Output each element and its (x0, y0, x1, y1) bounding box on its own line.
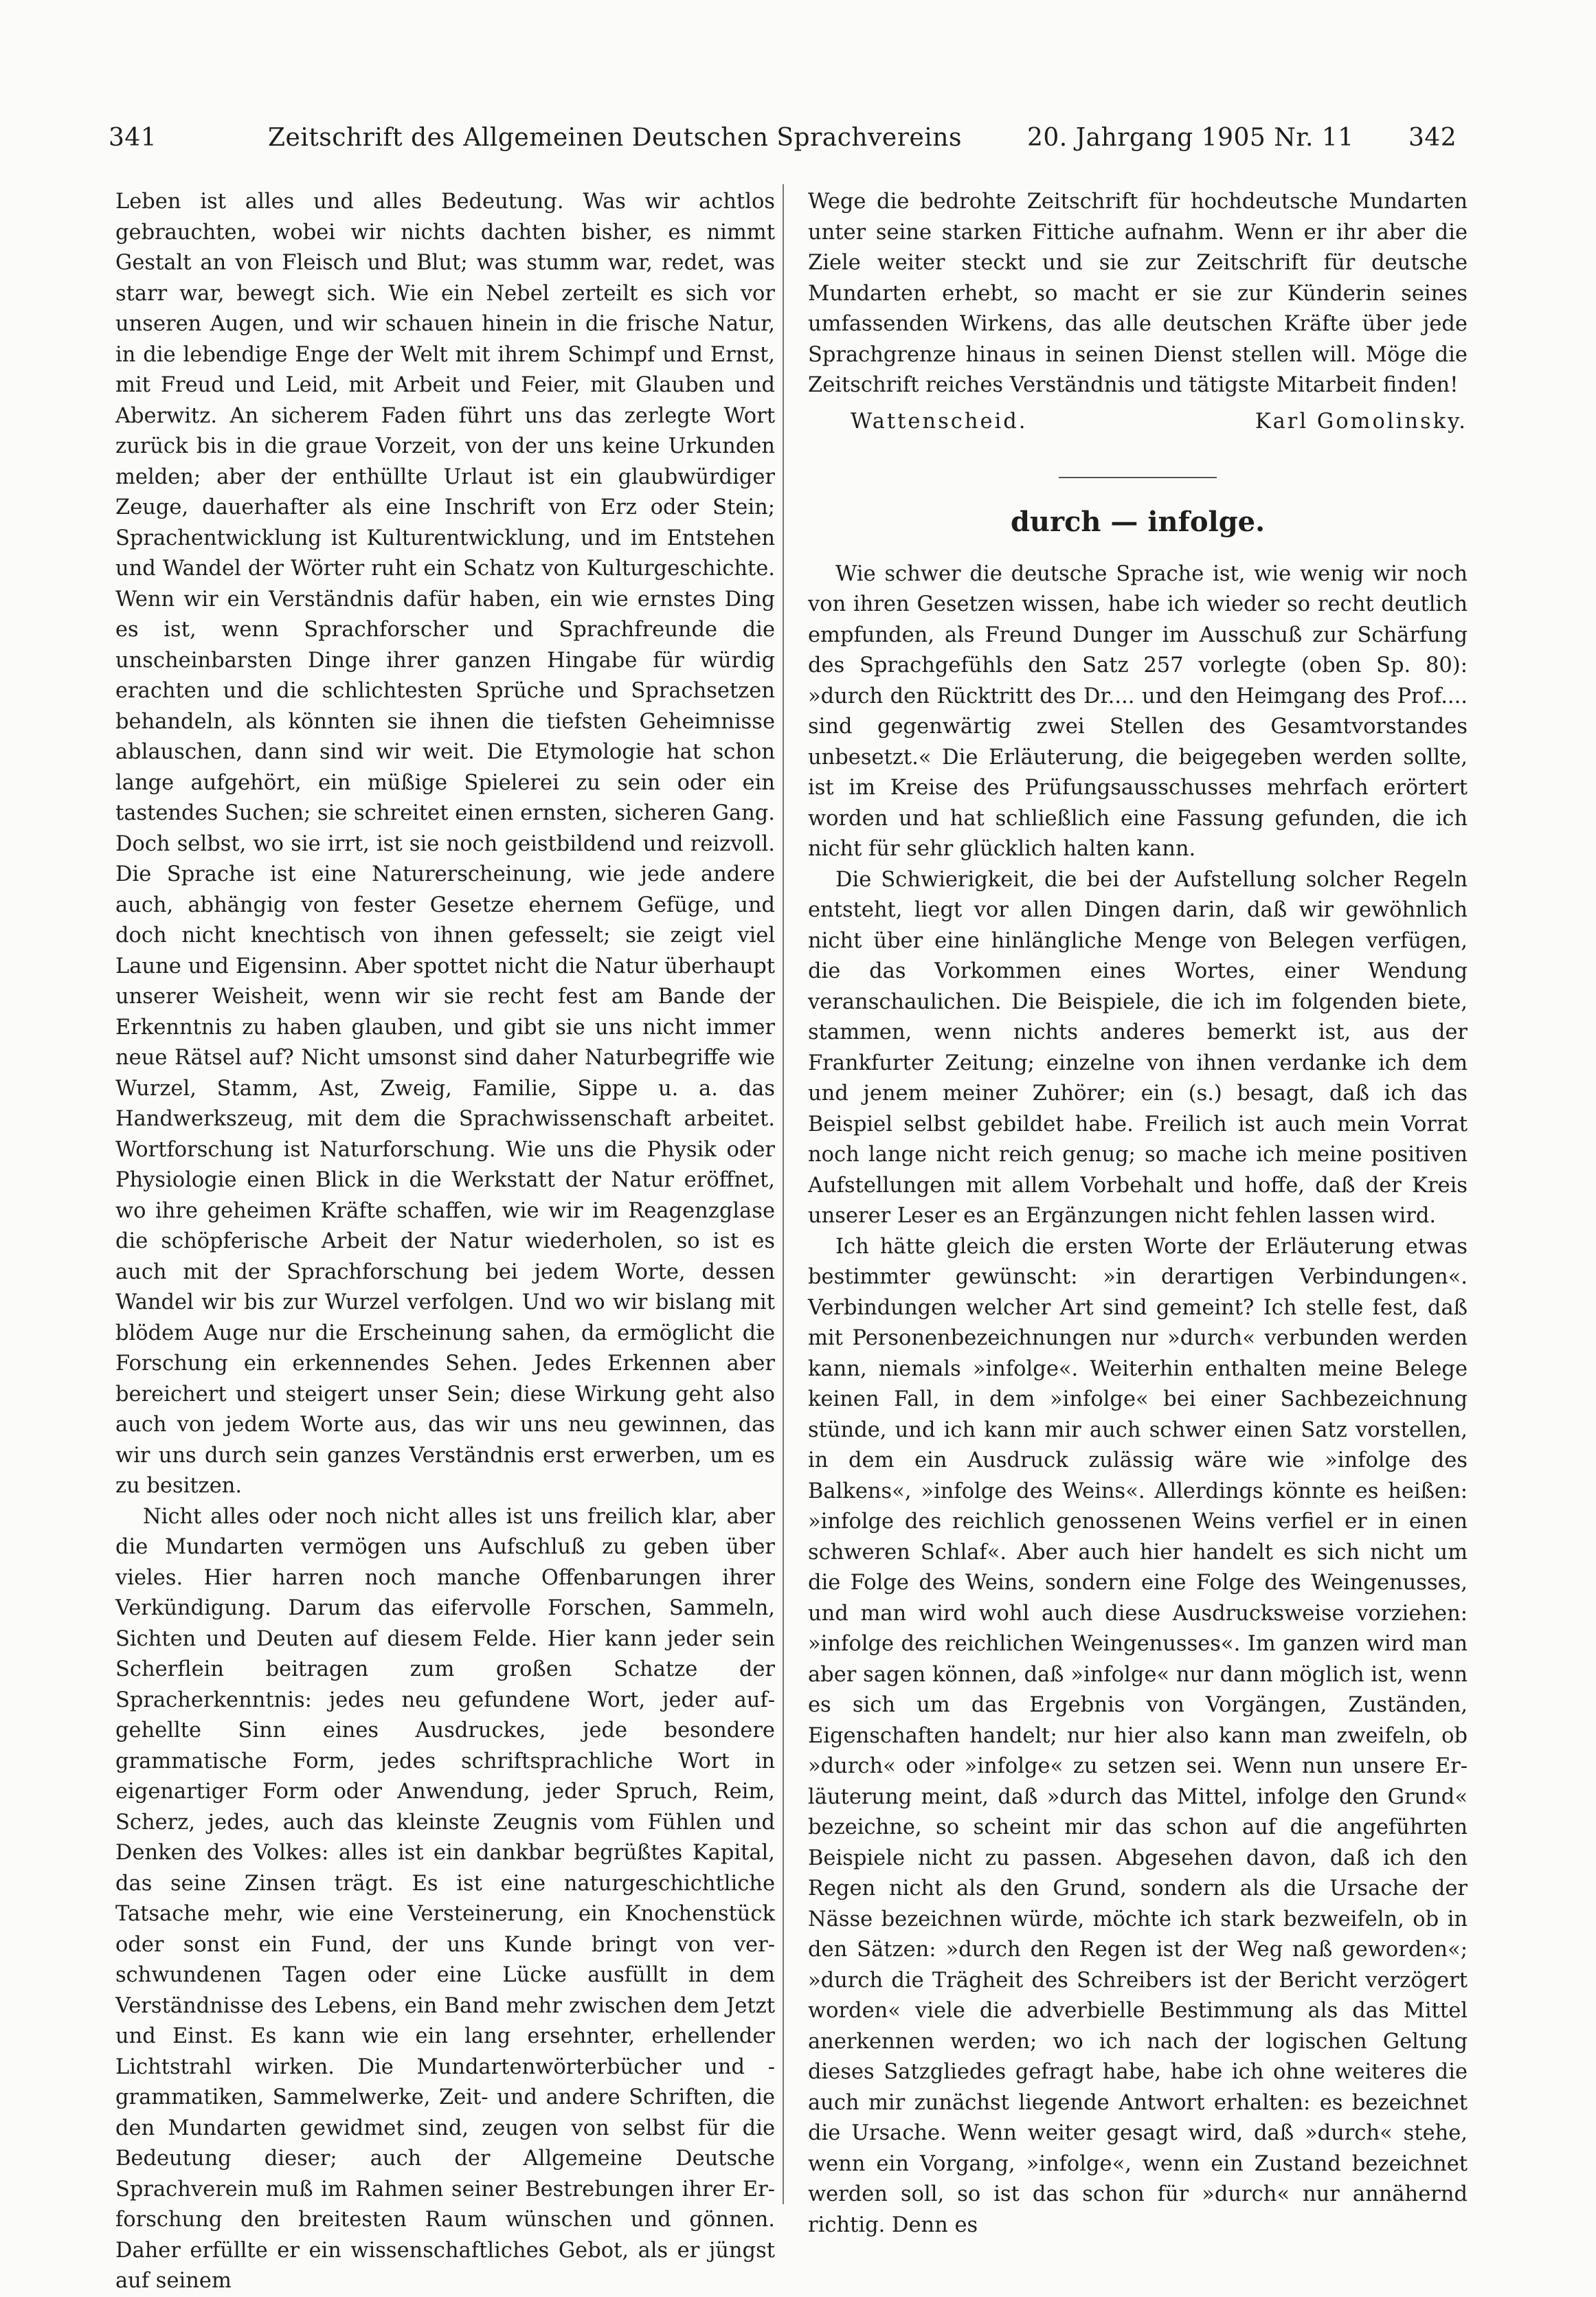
signature-place: Wattenscheid. (851, 409, 1028, 434)
paragraph: Nicht alles oder noch nicht alles ist uns freilich klar, aber die Mundarten vermögen uns Aufschluß zu geben über vieles. Hier harren noch manche Offenbarungen ihrer Verkündigung. Darum das eifervolle Forschen, Sammeln, Sichten und Deuten auf diesem Felde. Hier kann jeder sein Scherflein beitragen zum großen Schatze der Spracherkenntnis: jedes neu gefundene Wort, jeder aufgehellte Sinn eines Ausdruckes, jede besondere grammatische Form, jedes schriftsprachliche Wort in eigenartiger Form oder Anwendung, jeder Spruch, Reim, Scherz, jedes, auch das kleinste Zeugnis vom Fühlen und Denken des Volkes: alles ist ein dankbar begrüßtes Kapital, das seine Zinsen trägt. Es ist eine naturgeschichtliche Tatsache mehr, wie eine Versteinerung, ein Knochenstück oder sonst ein Fund, der uns Kunde bringt von verschwundenen Tagen oder eine Lücke ausfüllt in dem Verständnisse des Lebens, ein Band mehr zwischen dem Jetzt und Einst. Es kann wie ein lang ersehnter, erhellender Lichtstrahl wirken. Die Mundartenwörterbücher und -grammatiken, Sammelwerke, Zeit- und andere Schriften, die den Mundarten gewidmet sind, zeugen von selbst für die Bedeutung dieser; auch der Allgemeine Deutsche Sprachverein muß im Rahmen seiner Bestrebungen ihrer Erforschung den breitesten Raum wünschen und gönnen. Daher erfüllte er ein wissenschaftliches Gebot, als er jüngst auf seinem (115, 1504, 775, 2293)
paragraph: Leben ist alles und alles Bedeutung. Was wir achtlos gebrauchten, wobei wir nichts dachten bisher, es nimmt Gestalt an von Fleisch und Blut; was stumm war, redet, was starr war, bewegt sich. Wie ein Nebel zerteilt es sich vor unseren Augen, und wir schauen hinein in die frische Natur, in die lebendige Enge der Welt mit ihrem Schimpf und Ernst, mit Freud und Leid, mit Arbeit und Feier, mit Glauben und Aberwitz. An sicherem Faden führt uns das zerlegte Wort zurück bis in die graue Vorzeit, von der uns keine Urkunden melden; aber der enthüllte Urlaut ist ein glaubwürdiger Zeuge, dauerhafter als eine Inschrift von Erz oder Stein; Sprachentwicklung ist Kulturentwicklung, und im Entstehen und Wandel der Wörter ruht ein Schatz von Kulturgeschichte. Wenn wir ein Verständnis dafür haben, ein wie ernstes Ding es ist, wenn Sprachforscher und Sprachfreunde die unscheinbarsten Dinge ihrer ganzen Hingabe für würdig erachten und die schlichtesten Sprüche und Sprachsetzen behandeln, als könnten sie ihnen die tiefsten Geheimnisse ablauschen, dann sind wir weit. Die Etymologie hat schon lange aufgehört, ein müßige Spielerei zu sein oder ein tastendes Suchen; sie schreitet einen ernsten, sicheren Gang. Doch selbst, wo sie irrt, ist sie noch geistbildend und reizvoll. Die Sprache ist eine Naturerscheinung, wie jede andere auch, abhängig von fester Gesetze ehernem Gefüge, und doch nicht knechtisch von ihnen gefesselt; sie zeigt viel Laune und Eigensinn. Aber spottet nicht die Natur überhaupt unserer Weisheit, wenn wir sie recht fest am Bande der Erkenntnis zu haben glauben, und gibt sie uns nicht immer neue Rätsel auf? Nicht umsonst sind daher Naturbegriffe wie Wurzel, Stamm, Ast, Zweig, Familie, Sippe u. a. das Handwerkszeug, mit dem die Sprachwissenschaft arbeitet. Wortforschung ist Naturforschung. Wie uns die Physik oder Physiologie einen Blick in die Werkstatt der Natur eröffnet, wo ihre geheimen Kräfte schaffen, wie wir im Reagenzglase die schöpferische Arbeit der Natur wiederholen, so ist es auch mit der Sprachforschung bei jedem Worte, dessen Wandel wir bis zur Wurzel verfolgen. Und wo wir bislang mit blödem Auge nur die Erscheinung sahen, da ermöglicht die Forschung ein erkennendes Sehen. Jedes Erkennen aber bereichert und steigert unser Sein; diese Wirkung geht also auch von jedem Worte aus, das wir uns neu gewinnen, das wir uns durch sein ganzes Verständnis erst erwerben, um es zu besitzen. (115, 190, 775, 1498)
signature-name: Karl Gomolinsky. (1255, 409, 1468, 434)
paragraph: Wie schwer die deutsche Sprache ist, wie wenig wir noch von ihren Gesetzen wissen, habe ich wieder so recht deutlich empfunden, als Freund Dunger im Ausschuß zur Schärfung des Sprachgefühls den Satz 257 vorlegte (oben Sp. 80): »durch den Rücktritt des Dr.... und den Heimgang des Prof.... sind gegenwärtig zwei Stellen des Gesamtvorstandes unbesetzt.« Die Erläuterung, die beigegeben werden sollte, ist im Kreise des Prüfungsausschusses mehrfach erörtert worden und hat schließlich eine Fassung gefunden, die ich nicht für sehr glücklich halten kann. (808, 561, 1468, 861)
page-number-right: 342 (1408, 124, 1457, 152)
paragraph: Wege die bedrohte Zeitschrift für hochdeutsche Mundarten unter seine starken Fittiche aufnahm. Wenn er ihr aber die Ziele weiter steckt und sie zur Zeitschrift für deutsche Mundarten erhebt, so macht er sie zur Künderin seines umfassenden Wirkens, das alle deutschen Kräfte über jede Sprachgrenze hinaus in seinen Dienst stellen will. Möge die Zeitschrift reiches Verständnis und tätigste Mitarbeit finden! (808, 190, 1468, 397)
page-number-left: 341 (109, 124, 157, 152)
paragraph: Ich hätte gleich die ersten Worte der Erläuterung etwas bestimmter gewünscht: »in derartigen Verbindungen«. Verbindungen welcher Art sind gemeint? Ich stelle fest, daß mit Personenbezeichnungen nur »durch« verbunden werden kann, niemals »infolge«. Weiterhin enthalten meine Belege keinen Fall, in dem »infolge« bei einer Sachbezeichnung stünde, und ich kann mir auch schwer einen Satz vorstellen, in dem ein Ausdruck zulässig wäre wie »infolge des Balkens«, »infolge des Weins«. Allerdings könnte es heißen: »infolge des reichlich genossenen Weins verfiel er in einen schweren Schlaf«. Aber auch hier handelt es sich nicht um die Folge des Weins, sondern eine Folge des Weingenusses, und man wird wohl auch diese Ausdrucksweise vorziehen: »infolge des reichlichen Weingenusses«. Im ganzen wird man aber sagen können, daß »infolge« nur dann möglich ist, wenn es sich um das Ergebnis von Vorgängen, Zuständen, Eigenschaften handelt; nur hier also kann man zweifeln, ob »durch« oder »infolge« zu setzen sei. Wenn nun unsere Erläuterung meint, daß »durch das Mittel, infolge den Grund« bezeichne, so scheint mir das schon auf die angeführten Beispiele nicht zu passen. Abgesehen davon, daß ich den Regen nicht als den Grund, sondern als die Ursache der Nässe bezeichnen würde, möchte ich stark bezweifeln, ob in den Sätzen: »durch den Regen ist der Weg naß geworden«; »durch die Trägheit des Schreibers ist der Bericht verzögert worden« viele die adverbielle Bestimmung als das Mittel anerkennen werden; wo ich nach der logischen Geltung dieses Satzgliedes gefragt habe, habe ich ohne weiteres die auch mir zunächst liegende Antwort erhalten: es bezeichnet die Ursache. Wenn weiter gesagt wird, daß »durch« stehe, wenn ein Vorgang, »infolge«, wenn ein Zustand bezeichnet werden soll, so ist das schon für »durch« nur annähernd richtig. Denn es (808, 1234, 1468, 2237)
left-column (115, 187, 775, 2297)
running-header (103, 124, 1460, 165)
paragraph: Die Schwierigkeit, die bei der Aufstellung solcher Regeln entsteht, liegt vor allen Dingen darin, daß wir gewöhnlich nicht über eine hinlängliche Menge von Belegen verfügen, die das Vorkommen eines Wortes, einer Wendung veranschaulichen. Die Beispiele, die ich im folgenden biete, stammen, wenn nichts anderes bemerkt ist, aus der Frankfurter Zeitung; einzelne von ihnen verdanke ich dem und jenem meiner Zuhörer; ein (s.) besagt, daß ich das Beispiel selbst gebildet habe. Freilich ist auch mein Vorrat noch lange nicht reich genug; so mache ich meine positiven Aufstellungen mit allem Vorbehalt und hoffe, daß der Kreis unserer Leser es an Ergänzungen nicht fehlen lassen wird. (808, 867, 1468, 1228)
year-issue: 20. Jahrgang 1905 Nr. 11 (1027, 124, 1354, 152)
right-column (808, 187, 1468, 2241)
section-rule (1059, 477, 1217, 478)
journal-title: Zeitschrift des Allgemeinen Deutschen Sprachvereins (268, 124, 962, 152)
column-divider (783, 184, 784, 2204)
signature-line (808, 401, 1468, 442)
article-title: durch — infolge. (1010, 505, 1266, 538)
